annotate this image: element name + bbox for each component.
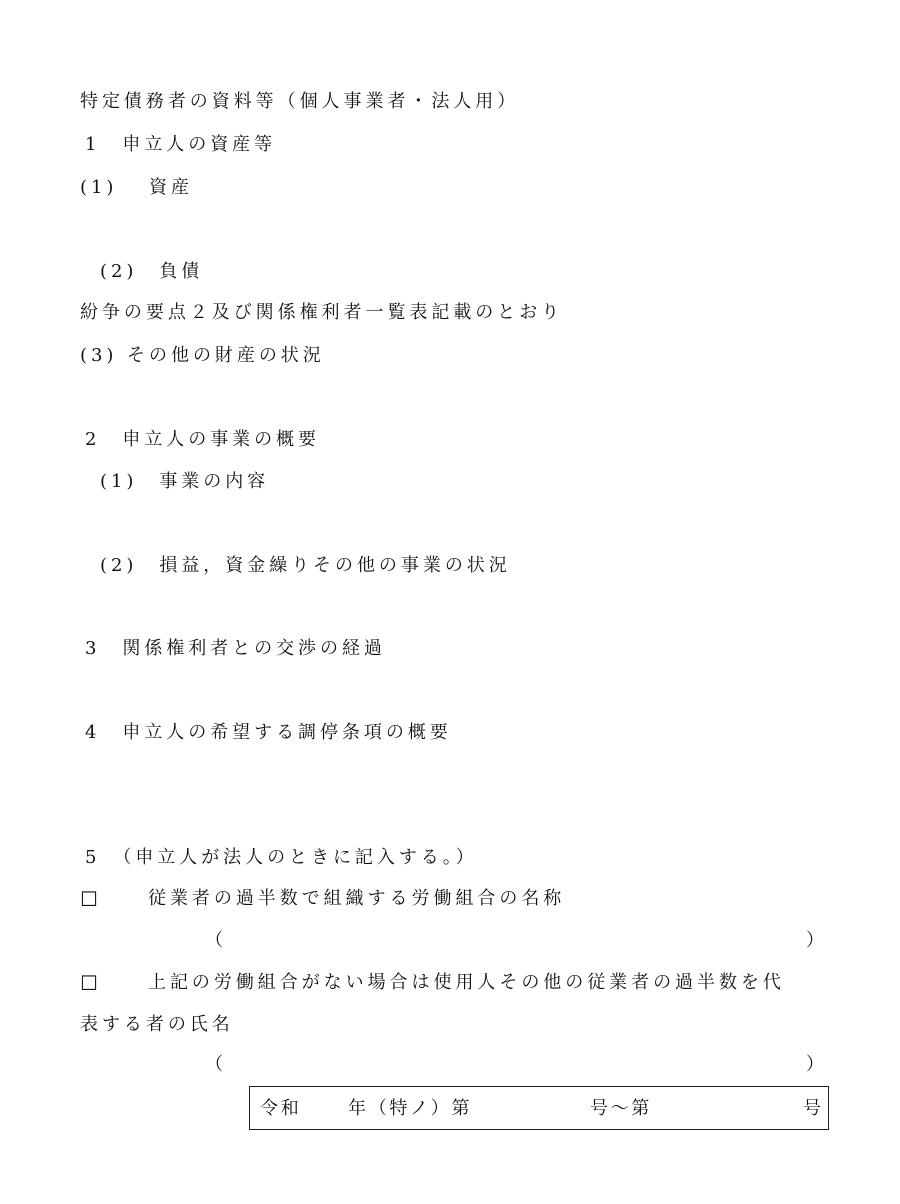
item-2-1-business: (1) 事業の内容 [100,471,270,492]
case-era: 令和 [260,1098,302,1119]
representative-label-line-2: 表する者の氏名 [80,1014,234,1035]
section-1-heading: 1 申立人の資産等 [85,134,277,155]
open-paren-1: （ [205,930,223,951]
checkbox-labor-union[interactable]: ☐ [80,887,98,911]
close-paren-2: ） [806,1054,824,1075]
case-number-box [249,1086,829,1130]
open-paren-2: （ [205,1054,223,1075]
item-1-2-liabilities: (2) 負債 [100,261,204,282]
liabilities-note: 紛争の要点２及び関係権利者一覧表記載のとおり [80,302,564,323]
item-2-2-profit-loss: (2) 損益，資金繰りその他の事業の状況 [100,555,511,576]
representative-label-line-1: 上記の労働組合がない場合は使用人その他の従業者の過半数を代 [148,972,785,993]
section-4-heading: 4 申立人の希望する調停条項の概要 [85,722,452,743]
close-paren-1: ） [806,930,824,951]
section-5-heading: 5 （申立人が法人のときに記入する。） [85,847,478,868]
case-from-label: 号～第 [590,1098,653,1119]
item-1-3-other-property: (3) その他の財産の状況 [80,345,325,366]
case-to-label: 号 [803,1098,824,1119]
section-3-heading: 3 関係権利者との交渉の経過 [85,638,386,659]
item-1-1-assets: (1) 資産 [80,177,193,198]
labor-union-label: 従業者の過半数で組織する労働組合の名称 [148,888,566,909]
checkbox-representative[interactable]: ☐ [80,971,98,995]
case-year-label: 年（特ノ）第 [348,1098,473,1119]
section-2-heading: 2 申立人の事業の概要 [85,429,321,450]
document-title: 特定債務者の資料等（個人事業者・法人用） [80,91,520,112]
